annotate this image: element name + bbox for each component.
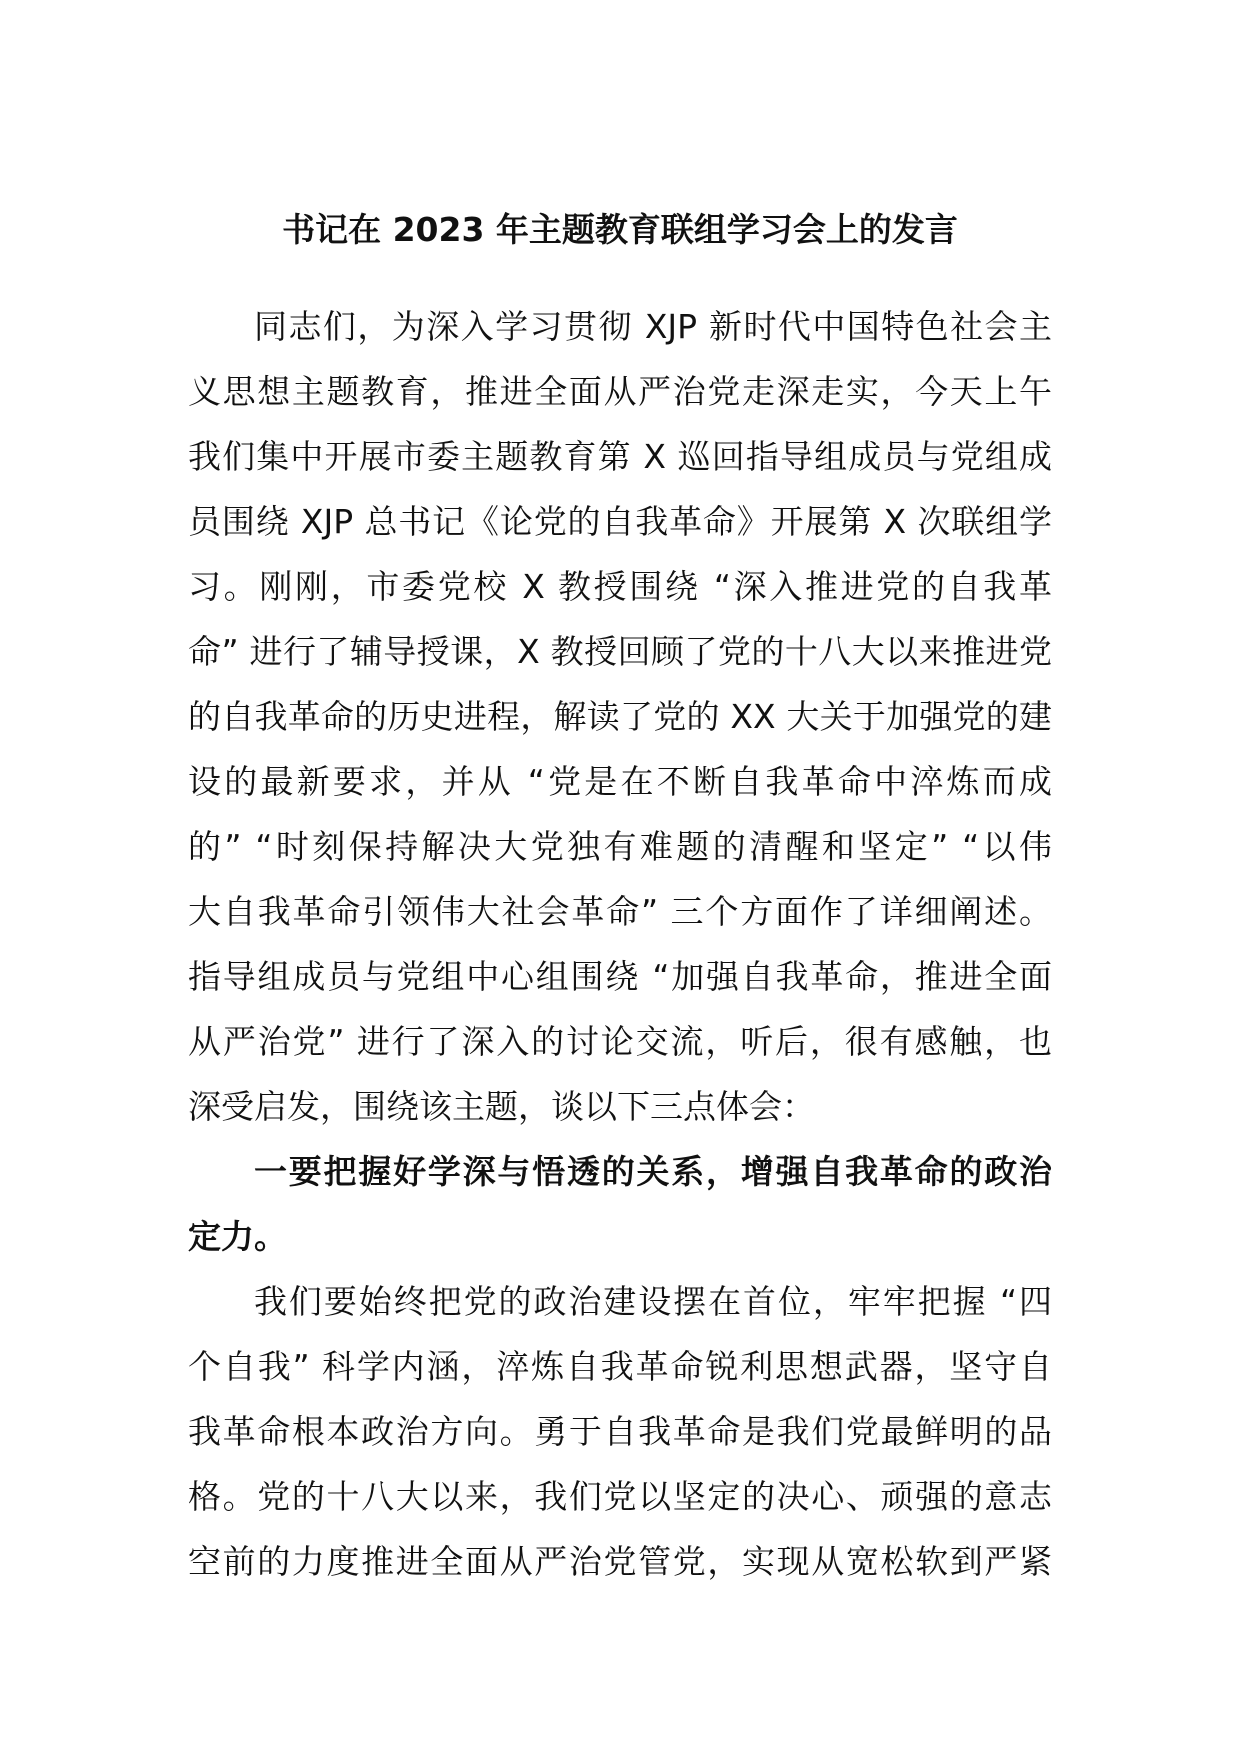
text-line: 我们集中开展市委主题教育第 X 巡回指导组成员与党组成 bbox=[188, 437, 1052, 476]
document-body bbox=[188, 294, 1052, 1594]
text-line: 深受启发，围绕该主题，谈以下三点体会： bbox=[188, 1087, 815, 1126]
text-line: 设的最新要求，并从 “党是在不断自我革命中淬炼而成 bbox=[188, 762, 1052, 801]
text-line: 命” 进行了辅导授课，X 教授回顾了党的十八大以来推进党 bbox=[188, 632, 1052, 671]
text-line: 的” “时刻保持解决大党独有难题的清醒和坚定” “以伟 bbox=[188, 827, 1052, 866]
text-line: 从严治党” 进行了深入的讨论交流，听后，很有感触，也 bbox=[188, 1022, 1052, 1061]
text-line: 员围绕 XJP 总书记《论党的自我革命》开展第 X 次联组学 bbox=[188, 502, 1052, 541]
text-line: 义思想主题教育，推进全面从严治党走深走实，今天上午 bbox=[188, 372, 1052, 411]
section-heading-line: 定力。 bbox=[188, 1217, 287, 1256]
text-line: 格。党的十八大以来，我们党以坚定的决心、顽强的意志 bbox=[188, 1477, 1052, 1516]
text-line: 个自我” 科学内涵，淬炼自我革命锐利思想武器，坚守自 bbox=[188, 1347, 1052, 1386]
document-title: 书记在 2023 年主题教育联组学习会上的发言 bbox=[282, 210, 958, 249]
text-line: 空前的力度推进全面从严治党管党，实现从宽松软到严紧 bbox=[188, 1542, 1052, 1581]
text-line: 习。刚刚，市委党校 X 教授围绕 “深入推进党的自我革 bbox=[188, 567, 1052, 606]
text-line: 我革命根本政治方向。勇于自我革命是我们党最鲜明的品 bbox=[188, 1412, 1052, 1451]
text-line: 我们要始终把党的政治建设摆在首位，牢牢把握 “四 bbox=[254, 1282, 1052, 1321]
section-heading-line: 一要把握好学深与悟透的关系，增强自我革命的政治 bbox=[254, 1152, 1052, 1191]
text-line: 大自我革命引领伟大社会革命” 三个方面作了详细阐述。 bbox=[188, 892, 1052, 931]
text-line: 同志们，为深入学习贯彻 XJP 新时代中国特色社会主 bbox=[254, 307, 1052, 346]
text-line: 指导组成员与党组中心组围绕 “加强自我革命，推进全面 bbox=[188, 957, 1052, 996]
text-line: 的自我革命的历史进程，解读了党的 XX 大关于加强党的建 bbox=[188, 697, 1052, 736]
